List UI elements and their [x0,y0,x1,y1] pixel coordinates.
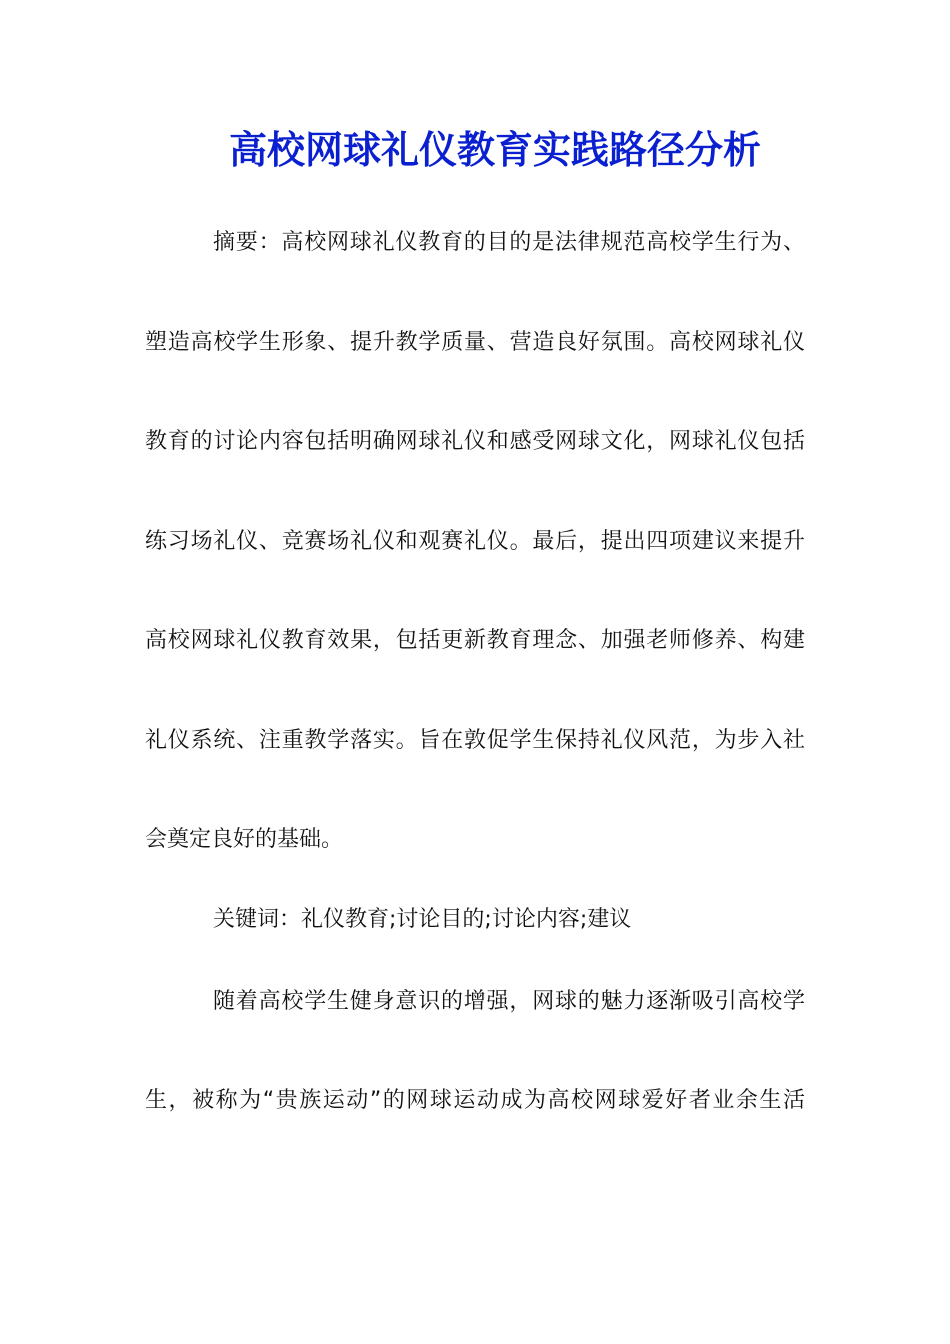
abstract-line-1: 摘要：高校网球礼仪教育的目的是法律规范高校学生行为、 [213,230,805,255]
abstract-line-6: 礼仪系统、注重教学落实。旨在敦促学生保持礼仪风范，为步入社 [145,728,805,753]
body-line-1: 随着高校学生健身意识的增强，网球的魅力逐渐吸引高校学 [213,989,805,1014]
abstract-line-4: 练习场礼仪、竞赛场礼仪和观赛礼仪。最后，提出四项建议来提升 [145,529,805,554]
abstract-line-3: 教育的讨论内容包括明确网球礼仪和感受网球文化，网球礼仪包括 [145,429,805,454]
abstract-line-5: 高校网球礼仪教育效果，包括更新教育理念、加强老师修养、构建 [145,628,805,653]
body-line-2: 生，被称为“贵族运动”的网球运动成为高校网球爱好者业余生活 [145,1088,805,1113]
abstract-line-7: 会奠定良好的基础。 [145,827,344,852]
abstract-line-2: 塑造高校学生形象、提升教学质量、营造良好氛围。高校网球礼仪 [145,330,805,355]
document-title: 高校网球礼仪教育实践路径分析 [228,127,761,172]
keywords-line: 关键词：礼仪教育;讨论目的;讨论内容;建议 [213,907,632,932]
